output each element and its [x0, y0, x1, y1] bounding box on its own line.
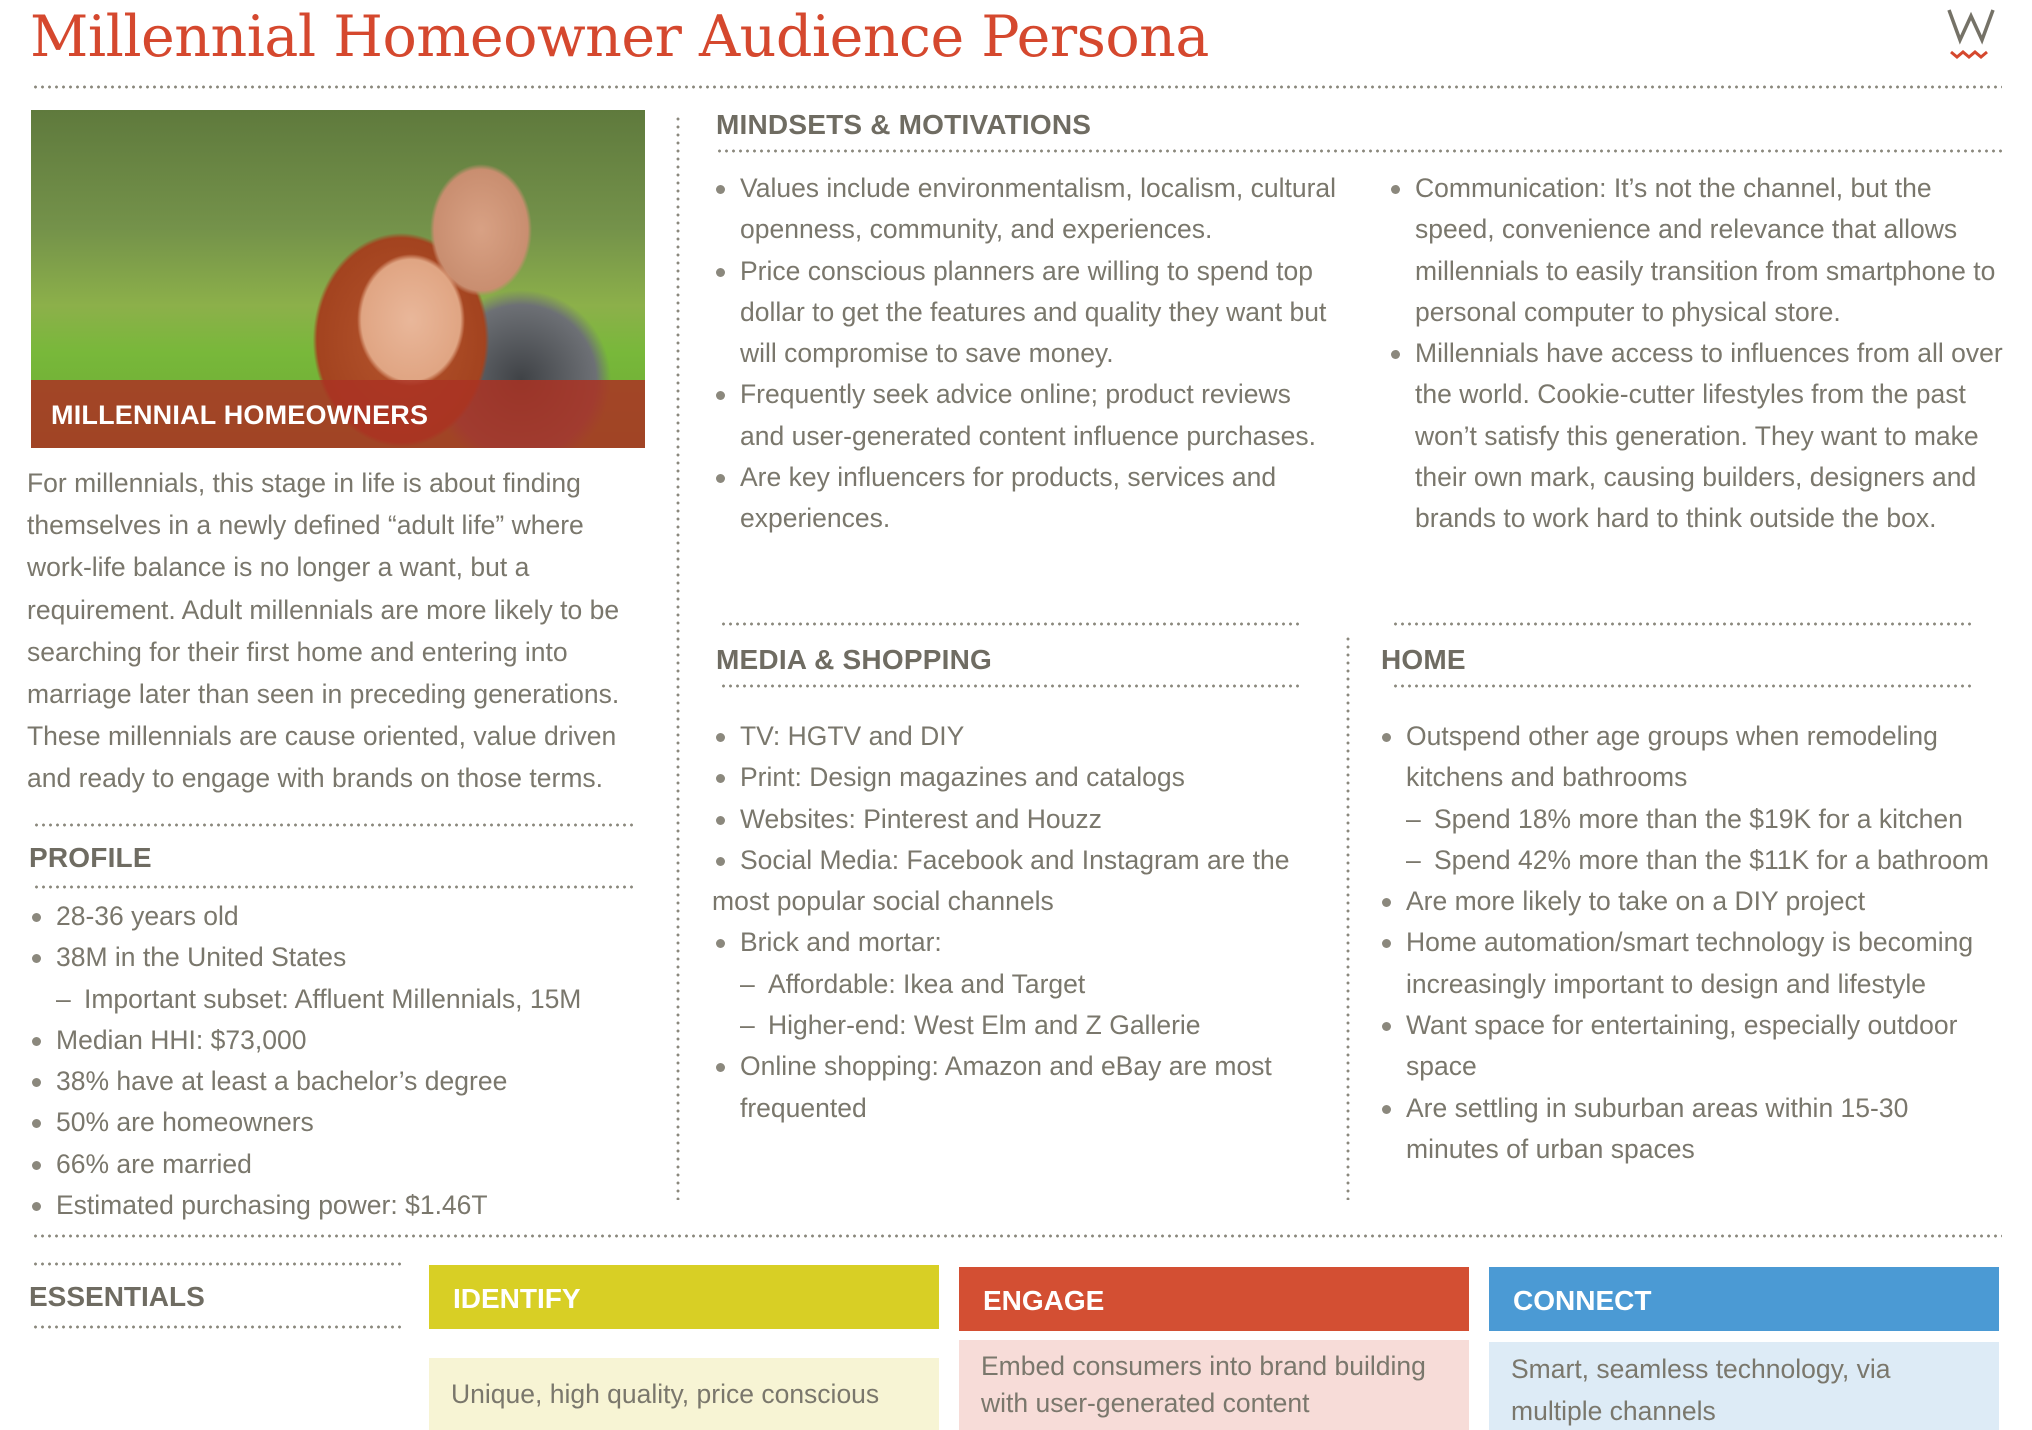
home-item: Want space for entertaining, especially outdoor space [1378, 1005, 2008, 1088]
hero-photo [31, 110, 645, 448]
home-item: Are more likely to take on a DIY project [1378, 881, 2008, 922]
identify-header [429, 1265, 939, 1329]
hero-banner-label: MILLENNIAL HOMEOWNERS [51, 400, 429, 430]
home-list [1378, 716, 2008, 1170]
media-subitem: – Higher-end: West Elm and Z Gallerie [712, 1005, 1342, 1046]
essentials-label-divider-bottom [32, 1325, 402, 1329]
connect-label: CONNECT [1513, 1285, 1652, 1316]
profile-heading: PROFILE [29, 842, 152, 873]
mindsets-left-list [712, 168, 1342, 540]
media-item: Online shopping: Amazon and eBay are most frequented [712, 1046, 1342, 1129]
home-item: Are settling in suburban areas within 15-30 minutes of urban spaces [1378, 1088, 2008, 1171]
media-item: Brick and mortar: [712, 922, 1342, 963]
profile-item: 28-36 years old [28, 896, 648, 937]
home-heading: HOME [1381, 644, 1466, 675]
connect-body [1489, 1342, 1999, 1430]
profile-item: 66% are married [28, 1144, 648, 1185]
profile-item: 38% have at least a bachelor’s degree [28, 1061, 648, 1102]
profile-item: Estimated purchasing power: $1.46T [28, 1185, 648, 1226]
mindset-item: Communication: It’s not the channel, but the speed, convenience and relevance that allows millennials to easily transition from smartphone to personal computer to physical store. [1387, 168, 2007, 333]
profile-subitem: – Important subset: Affluent Millennials, 15M [28, 979, 648, 1020]
media-subitem: – Affordable: Ikea and Target [712, 964, 1342, 1005]
engage-body [959, 1340, 1469, 1430]
media-divider-top [720, 622, 1302, 626]
media-heading: MEDIA & SHOPPING [716, 644, 992, 675]
essentials-heading: ESSENTIALS [29, 1281, 205, 1312]
essentials-label-divider-top [32, 1262, 402, 1266]
essentials-divider [32, 1234, 2002, 1238]
engage-label: ENGAGE [983, 1285, 1105, 1316]
home-subitem: – Spend 18% more than the $19K for a kitchen [1378, 799, 2008, 840]
mindsets-divider [716, 149, 2002, 153]
home-divider-top [1392, 622, 1974, 626]
mindsets-heading: MINDSETS & MOTIVATIONS [716, 109, 1092, 140]
home-item: Home automation/smart technology is becoming increasingly important to design and lifestyle [1378, 922, 2008, 1005]
profile-divider-bottom [33, 885, 637, 889]
mindset-item: Millennials have access to influences from all over the world. Cookie-cutter lifestyles from the past won’t satisfy this generation. They want to make their own mark, causing builders, designers and brands to work hard to think outside the box. [1387, 333, 2007, 539]
profile-list [28, 896, 648, 1226]
hero-banner [31, 380, 645, 448]
mindset-item: Frequently seek advice online; product reviews and user-generated content influence purchases. [712, 374, 1342, 457]
identify-text: Unique, high quality, price conscious [451, 1378, 880, 1409]
media-item-continuation: most popular social channels [712, 886, 1054, 917]
w-logo-icon [1945, 4, 1997, 64]
media-divider-bottom [720, 684, 1302, 688]
identify-body [429, 1358, 939, 1430]
title-divider [32, 85, 2002, 89]
mindset-item: Are key influencers for products, services and experiences. [712, 457, 1342, 540]
media-item: Social Media: Facebook and Instagram are the [712, 840, 1342, 881]
media-item: TV: HGTV and DIY [712, 716, 1342, 757]
media-list [712, 716, 1342, 1129]
mindset-item: Values include environmentalism, localism, cultural openness, community, and experiences. [712, 168, 1342, 251]
home-item: Outspend other age groups when remodeling kitchens and bathrooms [1378, 716, 2008, 799]
mindsets-right-list [1387, 168, 2007, 540]
page-title: Millennial Homeowner Audience Persona [30, 4, 1209, 70]
intro-paragraph: For millennials, this stage in life is about finding themselves in a newly defined “adult life” where work-life balance is no longer a want, but a requirement. Adult millennials are more likely to be searching for their first home and entering into marriage later than seen in preceding generations. These millennials are cause oriented, value driven and ready to engage with brands on those terms. [27, 468, 620, 794]
connect-header [1489, 1267, 1999, 1331]
left-column-divider [676, 115, 680, 1200]
profile-item: 38M in the United States [28, 937, 648, 978]
profile-item: 50% are homeowners [28, 1102, 648, 1143]
profile-divider-top [33, 823, 637, 827]
media-item: Websites: Pinterest and Houzz [712, 799, 1342, 840]
connect-text: Smart, seamless technology, via multiple channels [1511, 1354, 1891, 1426]
engage-text: Embed consumers into brand building with user-generated content [981, 1351, 1426, 1418]
media-item: Print: Design magazines and catalogs [712, 757, 1342, 798]
home-divider-bottom [1392, 684, 1974, 688]
identify-label: IDENTIFY [453, 1283, 581, 1314]
engage-header [959, 1267, 1469, 1331]
home-subitem: – Spend 42% more than the $11K for a bathroom [1378, 840, 2008, 881]
profile-item: Median HHI: $73,000 [28, 1020, 648, 1061]
mindset-item: Price conscious planners are willing to spend top dollar to get the features and quality they want but will compromise to save money. [712, 251, 1342, 375]
middle-column-divider [1346, 635, 1350, 1200]
